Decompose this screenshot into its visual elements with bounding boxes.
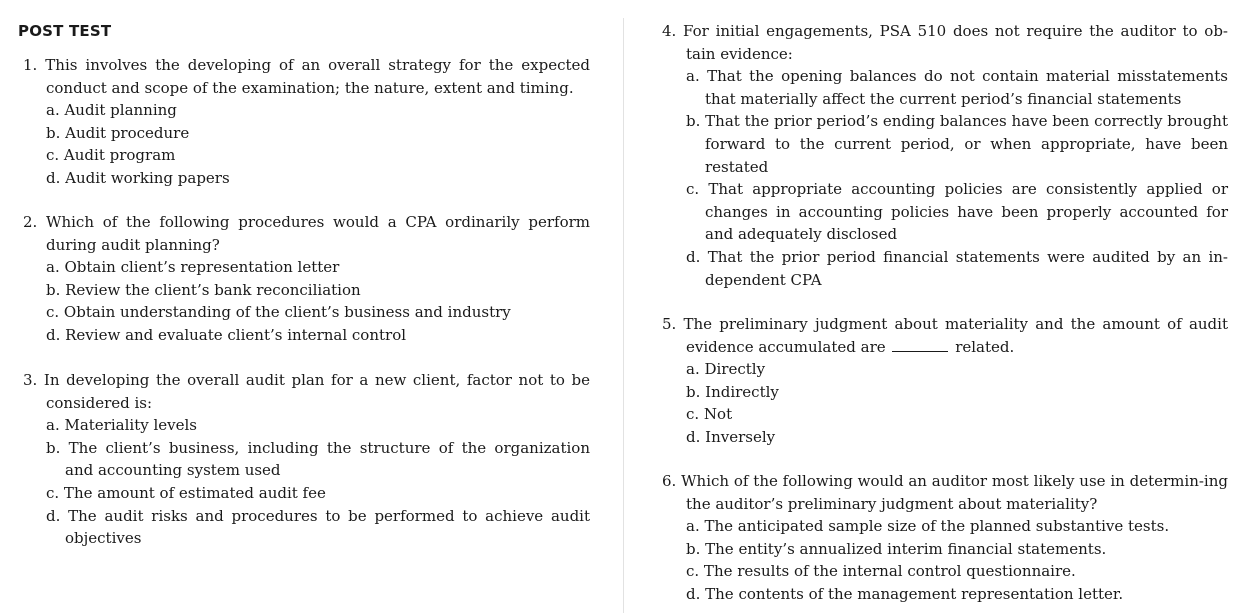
question-stem: 6. Which of the following would an auditor most likely use in determin-ing the auditor’s preliminary judgment about materiality? [662,472,1228,513]
answer-option[interactable]: a. The anticipated sample size of the planned substantive tests. [686,517,1170,536]
answer-option[interactable]: b. That the prior period’s ending balances have been correctly brought forward to the current period, or when appropriate, have been restated [686,112,1228,176]
answer-option[interactable]: d. The contents of the management representation letter. [686,584,1124,603]
answer-option[interactable]: b. The client’s business, including the structure of the organization and accounting system used [46,438,590,480]
answer-option[interactable]: c. Audit program [46,146,176,165]
question-stem: 1. This involves the developing of an overall strategy for the expected conduct and scope of the examination; the nature, extent and timing. [23,56,590,97]
answer-option[interactable]: d. Audit working papers [46,168,230,187]
answer-option[interactable]: d. That the prior period financial statements were audited by an in-dependent CPA [686,247,1228,289]
answer-option[interactable]: a. Audit planning [46,101,177,120]
question-stem: 4. For initial engagements, PSA 510 does not require the auditor to ob-tain evidence: [662,22,1228,63]
question-stem-end: related. [955,337,1015,356]
answer-options [662,65,1228,291]
answer-options [662,515,1228,605]
answer-option[interactable]: a. Directly [686,360,766,379]
answer-blank [892,337,948,352]
answer-option[interactable]: a. Materiality levels [46,416,197,435]
column-divider [623,18,624,613]
answer-options [662,358,1228,448]
answer-options [18,414,590,550]
answer-option[interactable]: d. Review and evaluate client’s internal control [46,325,407,344]
answer-option[interactable]: b. Review the client’s bank reconciliation [46,280,361,299]
answer-option[interactable]: c. Not [686,405,733,424]
answer-option[interactable]: c. The results of the internal control questionnaire. [686,562,1076,581]
question-3 [18,369,590,550]
answer-option[interactable]: b. Audit procedure [46,123,190,142]
question-1 [18,54,590,190]
answer-options [18,256,590,346]
question-6 [662,470,1228,606]
page-title: POST TEST [18,22,112,40]
question-stem [662,313,1228,358]
answer-option[interactable]: d. Inversely [686,427,776,446]
answer-option[interactable]: c. Obtain understanding of the client’s business and industry [46,303,511,322]
question-stem: 2. Which of the following procedures would a CPA ordinarily perform during audit planning? [23,213,590,254]
answer-option[interactable]: c. That appropriate accounting policies are consistently applied or changes in accounting policies have been properly accounted for and adequately disclosed [686,180,1228,244]
answer-option[interactable]: a. That the opening balances do not contain material misstatements that materially affect the current period’s financial statements [686,67,1228,108]
question-5 [662,313,1228,449]
question-stem-start: 5. The preliminary judgment about materiality and the amount of audit evidence accumulated are [662,315,1228,356]
question-4 [662,20,1228,291]
answer-option[interactable]: d. The audit risks and procedures to be performed to achieve audit objectives [46,506,590,548]
answer-options [18,99,590,189]
answer-option[interactable]: b. Indirectly [686,382,779,401]
answer-option[interactable]: b. The entity’s annualized interim financial statements. [686,539,1107,558]
answer-option[interactable]: a. Obtain client’s representation letter [46,258,340,277]
answer-option[interactable]: c. The amount of estimated audit fee [46,483,326,502]
question-2 [18,211,590,347]
question-stem: 3. In developing the overall audit plan for a new client, factor not to be considered is: [23,371,590,412]
